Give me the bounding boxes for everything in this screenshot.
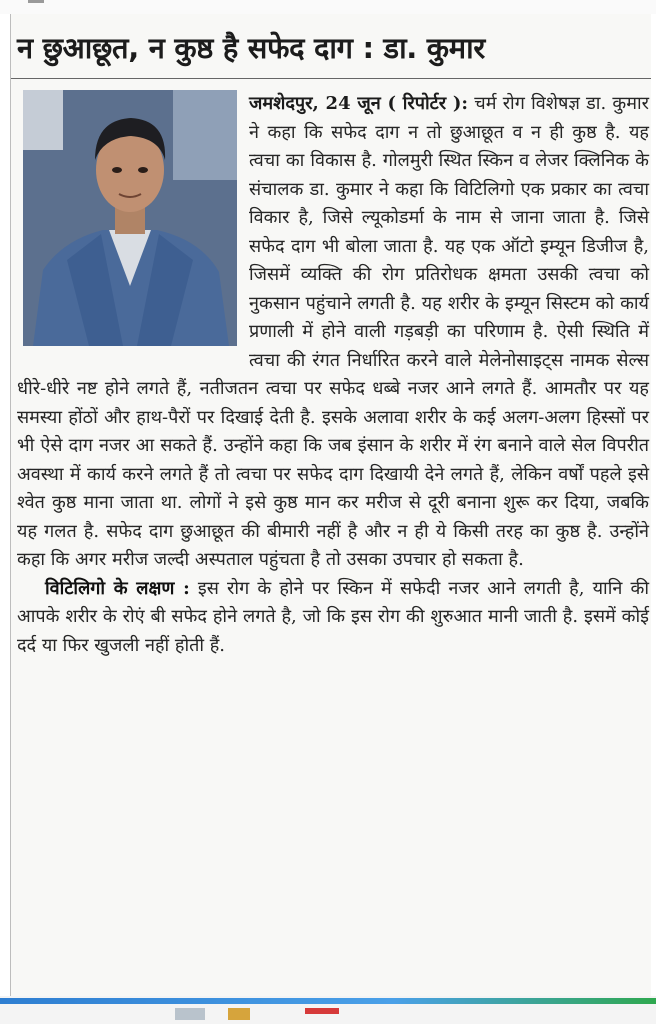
symptoms-paragraph — [17, 575, 649, 661]
top-mark — [28, 0, 44, 3]
bottom-logo-icon[interactable] — [228, 1008, 250, 1020]
top-strip — [0, 0, 656, 14]
bottom-accent-line — [0, 998, 656, 1004]
photo-space — [17, 90, 249, 348]
headline-rule — [11, 78, 651, 79]
bottom-flag-icon[interactable] — [305, 1008, 339, 1014]
lead-text: चर्म रोग विशेषज्ञ डा. कुमार ने कहा कि सफेद दाग न तो छुआछूत व न ही कुष्ठ है. यह त्वचा का विकास है. गोलमुरी स्थित स्किन व लेजर क्लिनिक के संचालक डा. कुमार ने कहा कि विटिलिगो एक प्रकार का त्वचा विकार है, जिसे ल्यूकोडर्मा के नाम से जाना जाता है. जिसे सफेद दाग भी बोला जाता है. यह एक ऑटो इम्यून डिजीज है, जिसमें व्यक्ति की रोग प्रतिरोधक क्षमता उसकी त्वचा को नुकसान पहुंचाने लगती है. यह शरीर के इम्यून सिस्टम को कार्य प्रणाली में होने वाली गड़बड़ी का परिणाम है. ऐसी स्थिति में त्वचा की रंगत निर्धारित करने वाले मेलेनोसाइट्स नामक सेल्स धीरे-धीरे नष्ट होने लगते हैं, नतीजतन त्वचा पर सफेद धब्बे नजर आने लगते हैं. आमतौर पर यह समस्या होंठों और हाथ-पैरों पर दिखाई देती है. इसके अलावा शरीर के कई अलग-अलग हिस्सों पर भी ऐसे दाग नजर आ सकते हैं. उन्होंने कहा कि जब इंसान के शरीर में रंग बनाने वाले सेल विपरीत अवस्था में कार्य करने लगते हैं तो त्वचा पर सफेद दाग दिखायी देने लगते हैं, लेकिन वर्षों पहले इसे श्वेत कुष्ठ माना जाता था. लोगों ने इसे कुष्ठ मान कर मरीज से दूरी बनाना शुरू कर दिया, जबकि यह गलत है. सफेद दाग छुआछूत की बीमारी नहीं है और न ही ये किसी तरह का कुष्ठ है. उन्होंने कहा कि अगर मरीज जल्दी अस्पताल पहुंचता है तो उसका उपचार हो सकता है. — [17, 93, 649, 570]
dateline: जमशेदपुर, 24 जून ( रिपोर्टर ): — [249, 93, 469, 114]
news-article — [10, 14, 651, 996]
article-body — [17, 90, 649, 660]
bottom-bar — [0, 996, 656, 1024]
bottom-thumb-icon[interactable] — [175, 1008, 205, 1020]
symptoms-subhead: विटिलिगो के लक्षण : — [45, 577, 190, 599]
symptoms-text: इस रोग के होने पर स्किन में सफेदी नजर आने लगती है, यानि की आपके शरीर के रोएं बी सफेद होने लगते है, जो कि इस रोग की शुरुआत मानी जाती है. इसमें कोई दर्द या फिर खुजली नहीं होती हैं. — [17, 577, 649, 656]
headline: न छुआछूत, न कुष्ठ है सफेद दाग : डा. कुमार — [17, 31, 485, 65]
